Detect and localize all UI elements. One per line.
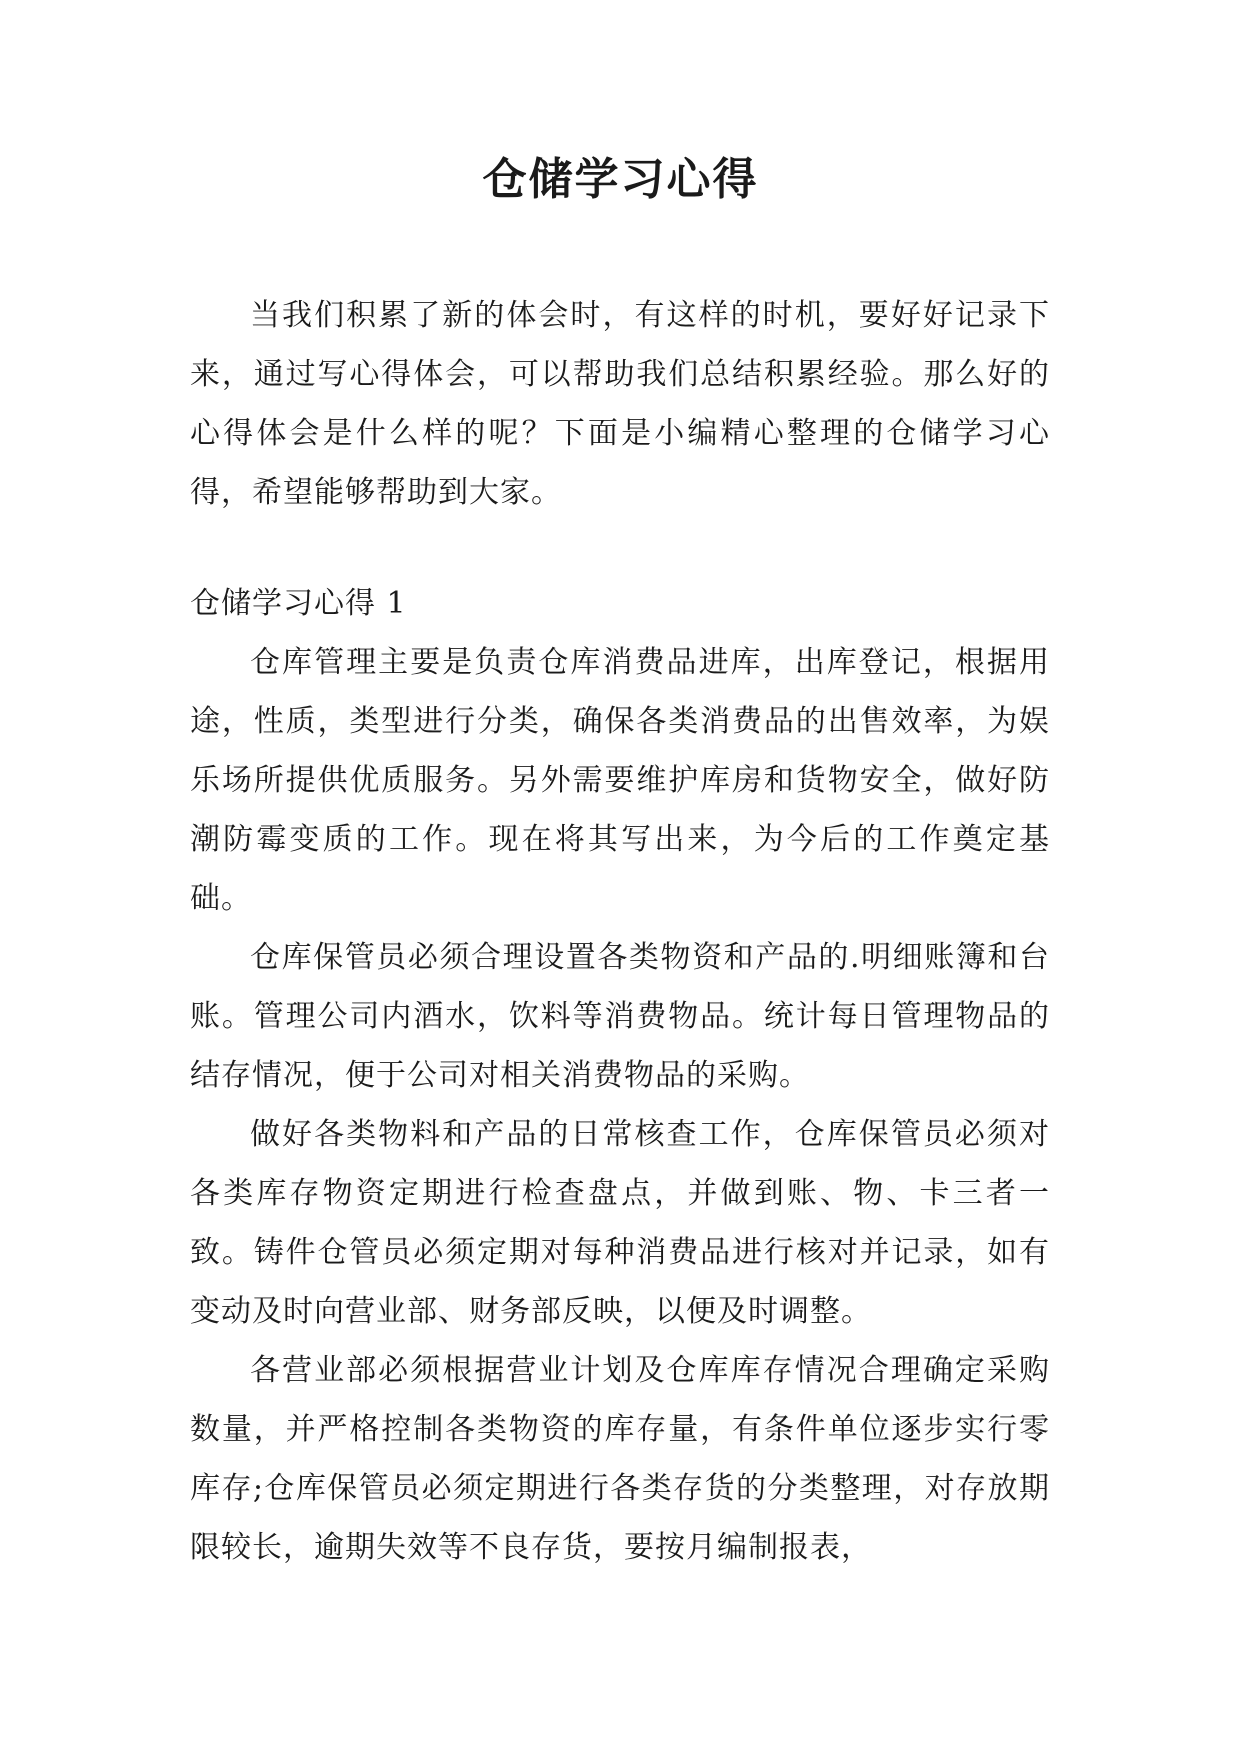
document-body — [190, 286, 1050, 1577]
body-paragraph-4: 各营业部必须根据营业计划及仓库库存情况合理确定采购数量，并严格控制各类物资的库存量，有条件单位逐步实行零库存;仓库保管员必须定期进行各类存货的分类整理，对存放期限较长，逾期失效等不良存货，要按月编制报表， — [190, 1353, 1050, 1565]
page-title: 仓储学习心得 — [482, 154, 759, 205]
body-paragraph-3: 做好各类物料和产品的日常核查工作，仓库保管员必须对各类库存物资定期进行检查盘点，并做到账、物、卡三者一致。铸件仓管员必须定期对每种消费品进行核对并记录，如有变动及时向营业部、财务部反映，以便及时调整。 — [190, 1117, 1050, 1329]
section-title: 仓储学习心得 1 — [190, 586, 407, 621]
body-paragraph-2: 仓库保管员必须合理设置各类物资和产品的.明细账簿和台账。管理公司内酒水，饮料等消费物品。统计每日管理物品的结存情况，便于公司对相关消费物品的采购。 — [190, 940, 1050, 1093]
intro-paragraph: 当我们积累了新的体会时，有这样的时机，要好好记录下来，通过写心得体会，可以帮助我们总结积累经验。那么好的心得体会是什么样的呢？下面是小编精心整理的仓储学习心得，希望能够帮助到大家。 — [190, 298, 1050, 510]
body-paragraph-1: 仓库管理主要是负责仓库消费品进库，出库登记，根据用途，性质，类型进行分类，确保各类消费品的出售效率，为娱乐场所提供优质服务。另外需要维护库房和货物安全，做好防潮防霉变质的工作。现在将其写出来，为今后的工作奠定基础。 — [190, 645, 1050, 916]
